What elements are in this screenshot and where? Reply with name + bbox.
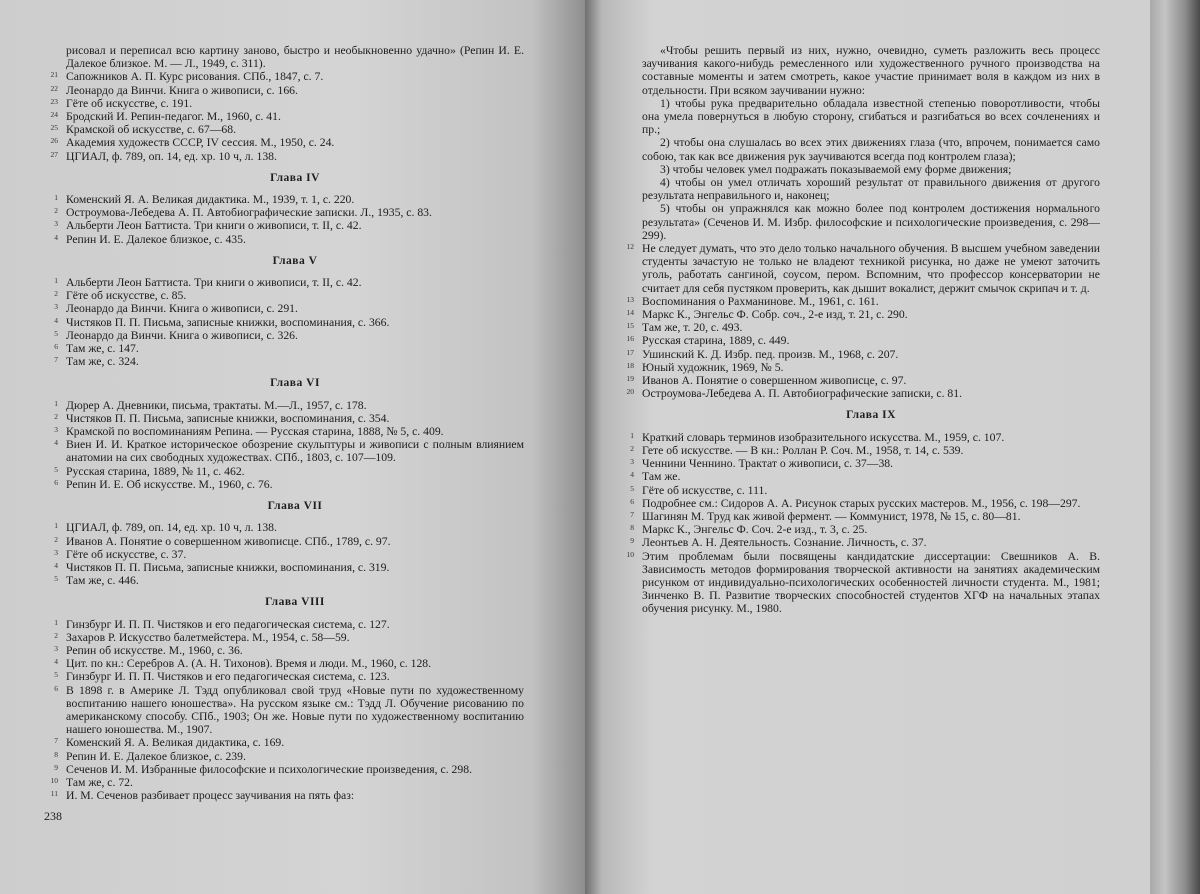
footnote [54,521,524,535]
footnote-number: 2 [630,443,634,453]
footnote [54,289,524,303]
footnote-number: 5 [54,328,58,338]
footnote [54,643,524,657]
footnote [630,536,1100,550]
footnote-text: Академия художеств СССР, IV сессия. М., 1950, с. 24. [66,136,335,150]
footnote [54,670,524,684]
footnote-number: 7 [54,355,58,365]
footnote-number: 1 [54,276,58,286]
footnote [54,315,524,329]
footnote-text: ЦГИАЛ, ф. 789, оп. 14, ед. хр. 10 ч, л. 138. [66,149,277,163]
footnote [54,762,524,776]
footnote-number: 1 [54,521,58,531]
footnote [626,360,1100,374]
footnote-text: Леонардо да Винчи. Книга о живописи, с. 326. [66,328,298,342]
footnote [50,136,524,150]
footnote-text: Иванов А. Понятие о совершенном живописце. СПб., 1789, с. 97. [66,534,391,548]
footnote-number: 10 [50,775,58,785]
footnote-text: Гёте об искусстве, с. 111. [642,483,768,497]
footnote [66,44,524,70]
footnote-text: Коменский Я. А. Великая дидактика. М., 1939, т. 1, с. 220. [66,193,355,207]
footnote-text: Коменский Я. А. Великая дидактика, с. 169. [66,736,285,750]
footnote-text: Ушинский К. Д. Избр. пед. произв. М., 1968, с. 207. [642,347,899,361]
footnote-number: 9 [54,762,58,772]
footnote-number: 3 [54,425,58,435]
footnote-text: Крамской по воспоминаниям Репина. — Русская старина, 1888, № 5, с. 409. [66,425,444,439]
footnote-text: Русская старина, 1889, с. 449. [642,334,790,348]
footnote-text: Гёте об искусстве, с. 85. [66,289,187,303]
footnote-text: Гинзбург И. П. П. Чистяков и его педагогическая система, с. 123. [66,670,390,684]
quote-paragraph: 3) чтобы человек умел подражать показываемой ему форме движения; [660,162,1012,176]
footnote [54,302,524,316]
footnote [626,308,1100,322]
footnote [626,242,1100,295]
chapter-heading: Глава V [272,254,318,267]
right-notes-column [626,44,1100,616]
footnote-number: 6 [54,342,58,352]
book-edge [1150,0,1200,894]
footnote-text: Чистяков П. П. Письма, записные книжки, воспоминания, с. 354. [66,411,390,425]
footnote-text: Репин об искусстве. М., 1960, с. 36. [66,643,243,657]
footnote [50,789,524,803]
footnote-text: Гёте об искусстве, с. 37. [66,547,187,561]
footnote-text: Там же, с. 324. [66,355,139,369]
footnote-number: 5 [54,574,58,584]
footnote-text: Остроумова-Лебедева А. П. Автобиографические записки. Л., 1935, с. 83. [66,206,432,220]
footnote-text: Репин И. Е. Далекое близкое, с. 239. [66,749,246,763]
footnote [50,110,524,124]
footnote-text: Там же, с. 72. [66,775,133,789]
footnote-number: 4 [54,657,58,667]
footnote-number: 4 [54,232,58,242]
footnote-text: Чистяков П. П. Письма, записные книжки, воспоминания, с. 366. [66,315,390,329]
footnote-text: Этим проблемам были посвящены кандидатские диссертации: Свешников А. В. Зависимость методов формирования творческой активности на занятиях академическим рисунком от индивидуально-психологических особенностей личности студента. М., 1981; Зинченко В. П. Развитие творческих способностей студентов ХГФ на начальных этапах обучения рисунку. М., 1980. [642,549,1100,616]
footnote-number: 6 [54,683,58,693]
footnote-text: рисовал и переписал всю картину заново, быстро и необыкновенно удачно» (Репин И. Е. Далекое близкое. М. — Л., 1949, с. 311). [66,44,524,71]
quote-paragraph: 4) чтобы он умел отличать хороший результат от правильного движения от другого результата неправильного и, наконец; [642,176,1100,203]
footnote-number: 5 [54,670,58,680]
footnote-text: Там же, с. 446. [66,574,139,588]
footnote [50,96,524,110]
footnote-number: 3 [54,643,58,653]
footnote [54,342,524,356]
quote-paragraph: «Чтобы решить первый из них, нужно, очевидно, суметь разложить весь процесс заучивания какого-нибудь ремесленного или художественного ручного производства на составные моменты и затем смотреть, какое участие принимает воля в каждом из них в отдельности. При всяком заучивании нужно: [642,44,1100,97]
footnote-text: Не следует думать, что это дело только начального обучения. В высшем учебном заведении студенты зачастую не только не владеют техникой рисунка, но даже не умеют заточить уголь, работать сангиной, соусом, пером. Вспомним, что профессор консерватории не считает для себя пустяком проверить, как дышит вокалист, держит смычок скрипач и т. д. [642,242,1100,295]
footnote-text: Ченнини Ченнино. Трактат о живописи, с. 37—38. [642,457,894,471]
footnote-text: Иванов А. Понятие о совершенном живописце, с. 97. [642,374,907,388]
chapter-heading: Глава IX [846,409,896,422]
footnote [54,425,524,439]
footnote-number: 14 [626,308,634,318]
footnote-number: 12 [626,242,634,252]
footnote-text: Альберти Леон Баттиста. Три книги о живописи, т. II, с. 42. [66,276,362,290]
footnote-number: 11 [50,789,58,799]
footnote-number: 23 [50,96,58,106]
footnote-text: Гете об искусстве. — В кн.: Роллан Р. Соч. М., 1958, т. 14, с. 539. [642,443,964,457]
footnote-text: Леонтьев А. Н. Деятельность. Сознание. Личность, с. 37. [642,536,927,550]
footnote-number: 3 [630,457,634,467]
chapter-heading: Глава VIII [265,596,325,609]
footnote-text: Юный художник, 1969, № 5. [642,360,784,374]
footnote [54,328,524,342]
footnote [630,523,1100,537]
footnote-text: И. М. Сеченов разбивает процесс заучивания на пять фаз: [66,789,355,803]
footnote-number: 21 [50,70,58,80]
footnote-number: 2 [54,289,58,299]
footnote-text: Репин И. Е. Далекое близкое, с. 435. [66,232,246,246]
footnote-text: Русская старина, 1889, № 11, с. 462. [66,464,245,478]
footnote-text: Репин И. Е. Об искусстве. М., 1960, с. 76. [66,477,273,491]
footnote-number: 6 [630,496,634,506]
footnote [626,387,1100,401]
footnote-text: Крамской об искусстве, с. 67—68. [66,123,237,137]
footnote-number: 20 [626,387,634,397]
footnote-text: Маркс К., Энгельс Ф. Собр. соч., 2-е изд, т. 21, с. 290. [642,308,908,322]
footnote-number: 18 [626,360,634,370]
footnote-number: 24 [50,110,58,120]
footnote-number: 17 [626,347,634,357]
right-notes-continued [626,242,1100,401]
quote-paragraph: 2) чтобы она слушалась во всех этих движениях глаза (что, впрочем, понимается само собою, так как все движения рук заучиваются всегда под контролем глаза); [642,136,1100,163]
footnote-text: Альберти Леон Баттиста. Три книги о живописи, т. II, с. 42. [66,219,362,233]
footnote [54,398,524,412]
footnote-text: Чистяков П. П. Письма, записные книжки, воспоминания, с. 319. [66,560,390,574]
quote-paragraph: 1) чтобы рука предварительно обладала известной степенью поворотливости, чтобы она умела повернуться в любую сторону, сгибаться и разгибаться во всех сочленениях и пр.; [642,96,1100,137]
footnote [54,574,524,588]
footnote [54,683,524,737]
footnote-text: Подробнее см.: Сидоров А. А. Рисунок старых русских мастеров. М., 1956, с. 198—297. [642,496,1081,510]
footnote [54,219,524,233]
footnote-number: 9 [630,536,634,546]
footnote [54,232,524,246]
footnote-number: 1 [54,398,58,408]
footnote [626,374,1100,388]
footnote-number: 26 [50,136,58,146]
footnote-text: Дюрер А. Дневники, письма, трактаты. М.—Л., 1957, с. 178. [66,398,367,412]
footnote [50,149,524,163]
footnote-number: 4 [54,315,58,325]
footnote-text: Гёте об искусстве, с. 191. [66,96,193,110]
footnote [54,617,524,631]
footnote-text: ЦГИАЛ, ф. 789, оп. 14, ед. хр. 10 ч, л. 138. [66,521,277,535]
footnote-number: 5 [54,464,58,474]
footnote-text: Там же, с. 147. [66,342,139,356]
sechenov-quote [642,44,1100,242]
footnote-number: 2 [54,411,58,421]
footnote-number: 1 [54,193,58,203]
quote-paragraph: 5) чтобы он упражнялся как можно более под контролем достижения нормального результата» (Сеченов И. М. Избр. философские и психологические произведения, с. 298—299). [642,202,1100,242]
footnote-number: 4 [54,560,58,570]
footnote-text: Сапожников А. П. Курс рисования. СПб., 1847, с. 7. [66,70,324,84]
right-page [585,0,1151,894]
footnote [54,464,524,478]
footnote [54,547,524,561]
footnote-text: Гинзбург И. П. П. Чистяков и его педагогическая система, с. 127. [66,617,390,631]
footnote-number: 2 [54,630,58,640]
footnote-text: Там же. [642,470,681,484]
footnote-number: 25 [50,123,58,133]
footnote-number: 2 [54,206,58,216]
footnote-text: Маркс К., Энгельс Ф. Соч. 2-е изд., т. 3, с. 25. [642,523,868,537]
footnote-number: 7 [54,736,58,746]
footnote-text: Бродский И. Репин-педагог. М., 1960, с. 41. [66,110,281,124]
left-notes-column [50,44,524,803]
footnote-number: 22 [50,83,58,93]
footnote-text: Остроумова-Лебедева А. П. Автобиографические записки, с. 81. [642,387,963,401]
page-number: 238 [44,809,62,823]
footnote-number: 10 [626,549,634,559]
footnote [630,457,1100,471]
footnote-number: 2 [54,534,58,544]
footnote [54,534,524,548]
footnote-text: Леонардо да Винчи. Книга о живописи, с. 291. [66,302,298,316]
footnote-number: 1 [54,617,58,627]
footnote [630,483,1100,497]
footnote [54,193,524,207]
footnote [50,70,524,84]
footnote [54,749,524,763]
footnote-number: 7 [630,509,634,519]
footnote [54,630,524,644]
footnote [54,411,524,425]
footnote [630,496,1100,510]
footnote [54,206,524,220]
footnote-text: Краткий словарь терминов изобразительного искусства. М., 1959, с. 107. [642,430,1005,444]
footnote-text: В 1898 г. в Америке Л. Тэдд опубликовал свой труд «Новые пути по художественному воспитанию нашего юношества». На русском языке см.: Тэдд Л. Обучение рисованию по американскому способу. СПб., 1903; Он же. Новые пути по художественному воспитанию нашего юношества. М., 1907. [66,683,524,737]
footnote-text: Там же, т. 20, с. 493. [642,321,743,335]
footnote [630,443,1100,457]
footnote [626,321,1100,335]
footnote [50,83,524,97]
footnote [630,470,1100,484]
footnote [626,549,1100,616]
footnote-text: Цит. по кн.: Серебров А. (А. Н. Тихонов). Время и люди. М., 1960, с. 128. [66,657,432,671]
left-intro-notes [50,44,524,163]
footnote-text: Сеченов И. М. Избранные философские и психологические произведения, с. 298. [66,762,473,776]
footnote-number: 27 [50,149,58,159]
footnote-number: 15 [626,321,634,331]
footnote-number: 4 [54,438,58,448]
footnote-number: 4 [630,470,634,480]
footnote-number: 16 [626,334,634,344]
footnote-text: Воспоминания о Рахманинове. М., 1961, с. 161. [642,294,879,308]
footnote-text: Леонардо да Винчи. Книга о живописи, с. 166. [66,83,298,97]
footnote [54,657,524,671]
footnote-number: 3 [54,302,58,312]
footnote-number: 1 [630,430,634,440]
footnote-number: 6 [54,477,58,487]
footnote-text: Шагинян М. Труд как живой фермент. — Коммунист, 1978, № 15, с. 80—81. [642,509,1021,523]
footnote-text: Виен И. И. Краткое историческое обозрение скульптуры и живописи с полным влиянием анатомии на сих свободных художествах. СПб., 1803, с. 107—109. [66,438,524,465]
footnote-number: 3 [54,219,58,229]
left-chapter-sections [50,171,524,803]
footnote [626,347,1100,361]
chapter-ix-section [626,409,1100,616]
footnote [630,430,1100,444]
footnote-number: 13 [626,294,634,304]
chapter-heading: Глава IV [270,171,320,184]
footnote [626,294,1100,308]
footnote [54,560,524,574]
footnote [54,355,524,369]
footnote [54,736,524,750]
footnote-number: 3 [54,547,58,557]
footnote [630,509,1100,523]
footnote-number: 19 [626,374,634,384]
footnote-number: 8 [54,749,58,759]
footnote [626,334,1100,348]
chapter-heading: Глава VI [270,377,320,390]
footnote-number: 5 [630,483,634,493]
footnote-text: Захаров Р. Искусство балетмейстера. М., 1954, с. 58—59. [66,630,350,644]
chapter-heading: Глава VII [267,500,323,513]
left-page [0,0,590,894]
footnote [50,123,524,137]
footnote [54,477,524,491]
footnote [54,276,524,290]
footnote-number: 8 [630,523,634,533]
footnote [54,438,524,465]
footnote [50,775,524,789]
